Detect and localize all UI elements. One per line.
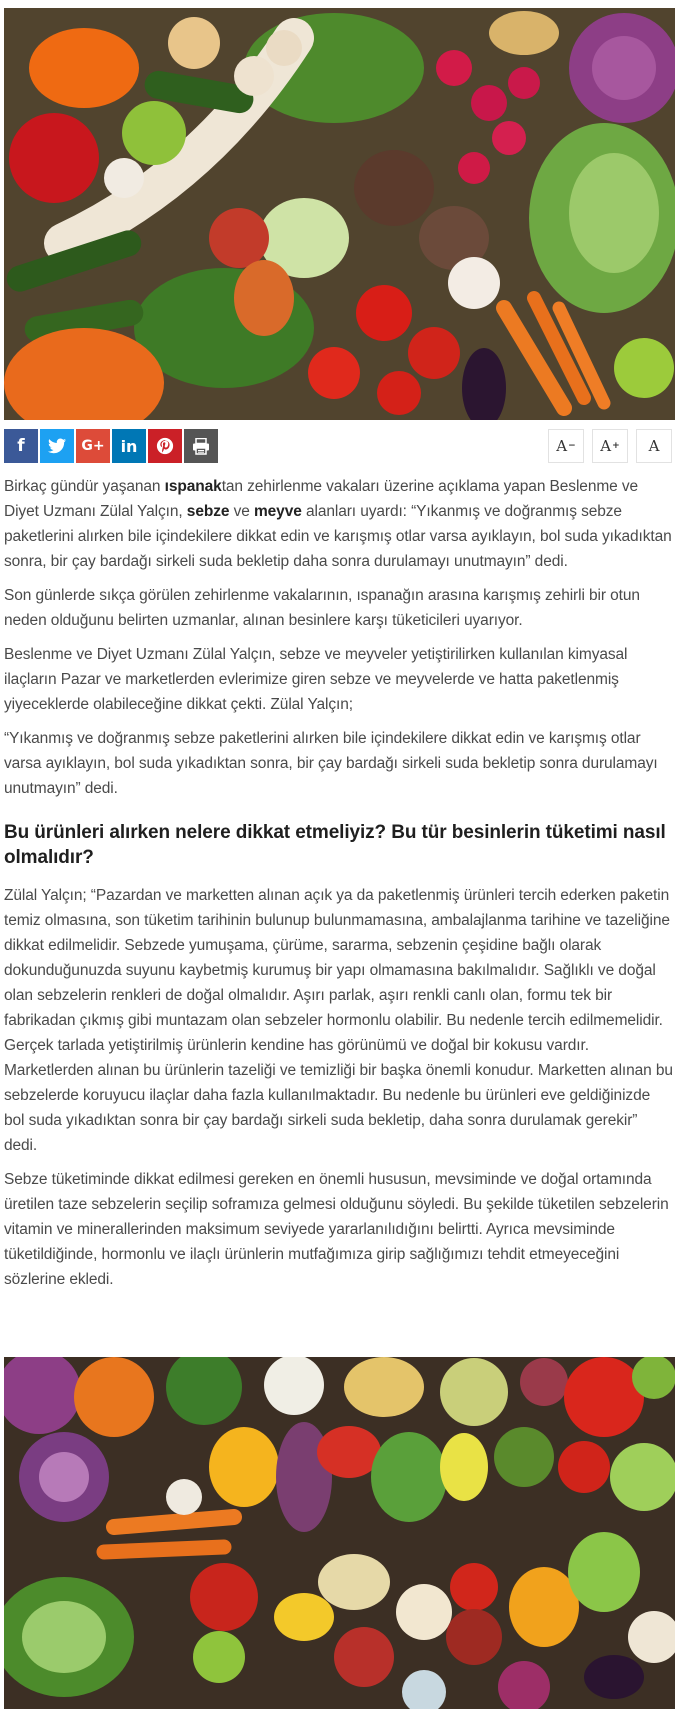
facebook-share-button[interactable] [4, 429, 38, 463]
paragraph-6: Sebze tüketiminde dikkat edilmesi gereken en önemli hususun, mevsiminde ve doğal ortamında üretilen taze sebzelerin seçilip soframıza gelmesi olduğunu söyledi. Bu şekilde tüketilen sebzelerin vitamin ve minerallerinden maksimum seviyede yararlanılıdığını belirtti. Ayrıca mevsiminde tüketildiğinde, hormonlu ve ilaçlı ürünlerin mutfağımıza girip sağlığımızı tehdit etmeyeceğini sözlerine ekledi. [4, 1171, 669, 1288]
printer-icon [192, 438, 210, 455]
article-toolbar [4, 429, 672, 467]
keyword-meyve: meyve [253, 503, 302, 520]
googleplus-share-button[interactable] [76, 429, 110, 463]
font-increase-letter: A [600, 437, 612, 455]
pinterest-icon [156, 437, 174, 455]
twitter-share-button[interactable] [40, 429, 74, 463]
keyword-ispanak: ıspanak [164, 478, 222, 495]
font-decrease-button[interactable] [548, 429, 584, 463]
paragraph-4: “Yıkanmış ve doğranmış sebze paketlerini alırken bile içindekilere dikkat edin ve karışmış otlar varsa ayıklayın, bol suda yıkadıktan sonra, bir çay bardağı sirkeli suda bekletip sonra durulamayı unutmayın” dedi. [4, 730, 658, 797]
font-reset-letter: A [648, 437, 660, 455]
linkedin-share-button[interactable] [112, 429, 146, 463]
article-body [4, 474, 674, 1301]
twitter-icon [48, 438, 66, 454]
font-decrease-letter: A [556, 437, 568, 455]
googleplus-icon: G+ [81, 438, 105, 454]
font-reset-button[interactable] [636, 429, 672, 463]
paragraph-1: Birkaç gündür yaşanan ıspanaktan zehirlenme vakaları üzerine açıklama yapan Beslenme ve Diyet Uzmanı Zülal Yalçın, sebze ve meyve alanları uyardı: “Yıkanmış ve doğranmış sebze paketlerini alırken bile içindekilere dikkat edin ve karışmış otlar varsa ayıklayın, bol suda yıkadıktan sonra, bir çay bardağı sirkeli suda bekletip daha sonra durulamayı unutmayın” dedi. [4, 478, 672, 570]
keyword-sebze: sebze [186, 503, 230, 520]
linkedin-icon: in [120, 436, 138, 456]
print-button[interactable] [184, 429, 218, 463]
paragraph-5: Zülal Yalçın; “Pazardan ve marketten alınan açık ya da paketlenmiş ürünleri tercih ederken paketin temiz olmasına, son tüketim tarihinin bulunup bulunmamasına, ambalajlanma tarihine ve tazeliğine dikkat edilmelidir. Sebzede yumuşama, çürüme, sararma, sebzenin çeşidine bağlı olarak dokunduğunuzda suyunu kaybetmiş kurumuş bir yapı olmamasına bakılmalıdır. Sağlıklı ve doğal olan sebzelerin renkleri de doğal olmalıdır. Aşırı parlak, aşırı renkli canlı olan, formu tek bir fabrikadan çıkmış gibi muntazam olan sebzeler hormonlu olabilir. Bu nedenle tercih edilmemelidir. Gerçek tarlada yetiştirilmiş ürünlerin kendine has görünümü ve doğal bir kokusu vardır. Marketlerden alınan bu ürünlerin tazeliği ve temizliği bir başka önemli konudur. Marketten alınan bu sebzelerde koruyucu ilaçlar daha fazla kullanılmaktadır. Bu nedenle bu ürünleri eve geldiğinizde bol suda yıkadıktan sonra bir çay bardağı sirkeli suda bekletip, daha sonra durulamak gerekir” dedi. [4, 887, 673, 1154]
section-heading: Bu ürünleri alırken nelere dikkat etmeliyiz? Bu tür besinlerin tüketimi nasıl olmalıdır? [4, 822, 666, 868]
font-increase-button[interactable] [592, 429, 628, 463]
bottom-vegetables-image [4, 1357, 675, 1709]
font-size-tools [548, 429, 672, 463]
facebook-icon: f [17, 436, 25, 456]
hero-vegetables-image [4, 8, 675, 420]
font-decrease-mark: − [568, 441, 576, 451]
paragraph-3: Beslenme ve Diyet Uzmanı Zülal Yalçın, sebze ve meyveler yetiştirilirken kullanılan kimyasal ilaçların Pazar ve marketlerden evlerimize giren sebze ve meyvelerde ve hatta paketlenmiş yiyeceklerde olabileceğine dikkat çekti. Zülal Yalçın; [4, 646, 628, 713]
pinterest-share-button[interactable] [148, 429, 182, 463]
paragraph-2: Son günlerde sıkça görülen zehirlenme vakalarının, ıspanağın arasına karışmış zehirli bir otun neden olduğunu belirten uzmanlar, alınan besinlere karşı tüketicileri uyarıyor. [4, 587, 640, 629]
font-increase-mark: + [612, 441, 620, 451]
